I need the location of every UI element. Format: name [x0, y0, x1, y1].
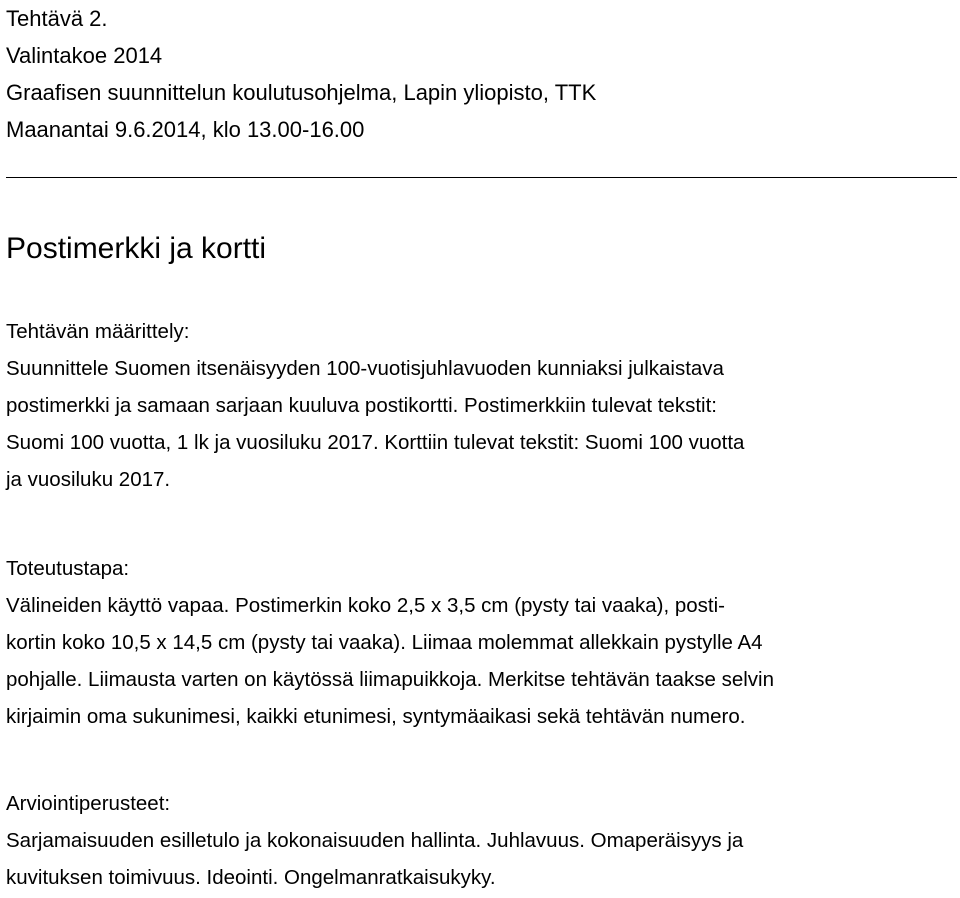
exam-date: Maanantai 9.6.2014, klo 13.00-16.00 — [6, 117, 365, 142]
implementation-line: Välineiden käyttö vapaa. Postimerkin koko 2,5 x 3,5 cm (pysty tai vaaka), posti- — [6, 594, 725, 617]
criteria-section — [6, 786, 960, 896]
task-number: Tehtävä 2. — [6, 6, 108, 31]
criteria-heading: Arviointiperusteet: — [6, 792, 171, 815]
exam-name: Valintakoe 2014 — [6, 43, 163, 68]
definition-heading: Tehtävän määrittely: — [6, 320, 190, 343]
definition-line: ja vuosiluku 2017. — [6, 468, 171, 491]
definition-section — [6, 314, 960, 498]
implementation-line: kirjaimin oma sukunimesi, kaikki etunimesi, syntymäaikasi sekä tehtävän numero. — [6, 705, 746, 728]
page-title: Postimerkki ja kortti — [6, 232, 267, 265]
implementation-line: kortin koko 10,5 x 14,5 cm (pysty tai vaaka). Liimaa molemmat allekkain pystylle A4 — [6, 631, 763, 654]
program-name: Graafisen suunnittelun koulutusohjelma, Lapin yliopisto, TTK — [6, 80, 597, 105]
definition-line: Suomi 100 vuotta, 1 lk ja vuosiluku 2017. Korttiin tulevat tekstit: Suomi 100 vuotta — [6, 431, 745, 454]
implementation-line: pohjalle. Liimausta varten on käytössä liimapuikkoja. Merkitse tehtävän taakse selvin — [6, 668, 774, 691]
implementation-heading: Toteutustapa: — [6, 557, 130, 580]
definition-line: Suunnittele Suomen itsenäisyyden 100-vuotisjuhlavuoden kunniaksi julkaistava — [6, 357, 724, 380]
definition-line: postimerkki ja samaan sarjaan kuuluva postikortti. Postimerkkiin tulevat tekstit: — [6, 394, 717, 417]
criteria-line: Sarjamaisuuden esilletulo ja kokonaisuuden hallinta. Juhlavuus. Omaperäisyys ja — [6, 829, 744, 852]
criteria-line: kuvituksen toimivuus. Ideointi. Ongelmanratkaisukyky. — [6, 866, 496, 889]
header-divider — [6, 177, 957, 178]
implementation-section — [6, 551, 960, 735]
definition-text — [6, 350, 960, 498]
document-header — [6, 0, 596, 148]
implementation-text — [6, 587, 960, 735]
criteria-text — [6, 822, 960, 896]
